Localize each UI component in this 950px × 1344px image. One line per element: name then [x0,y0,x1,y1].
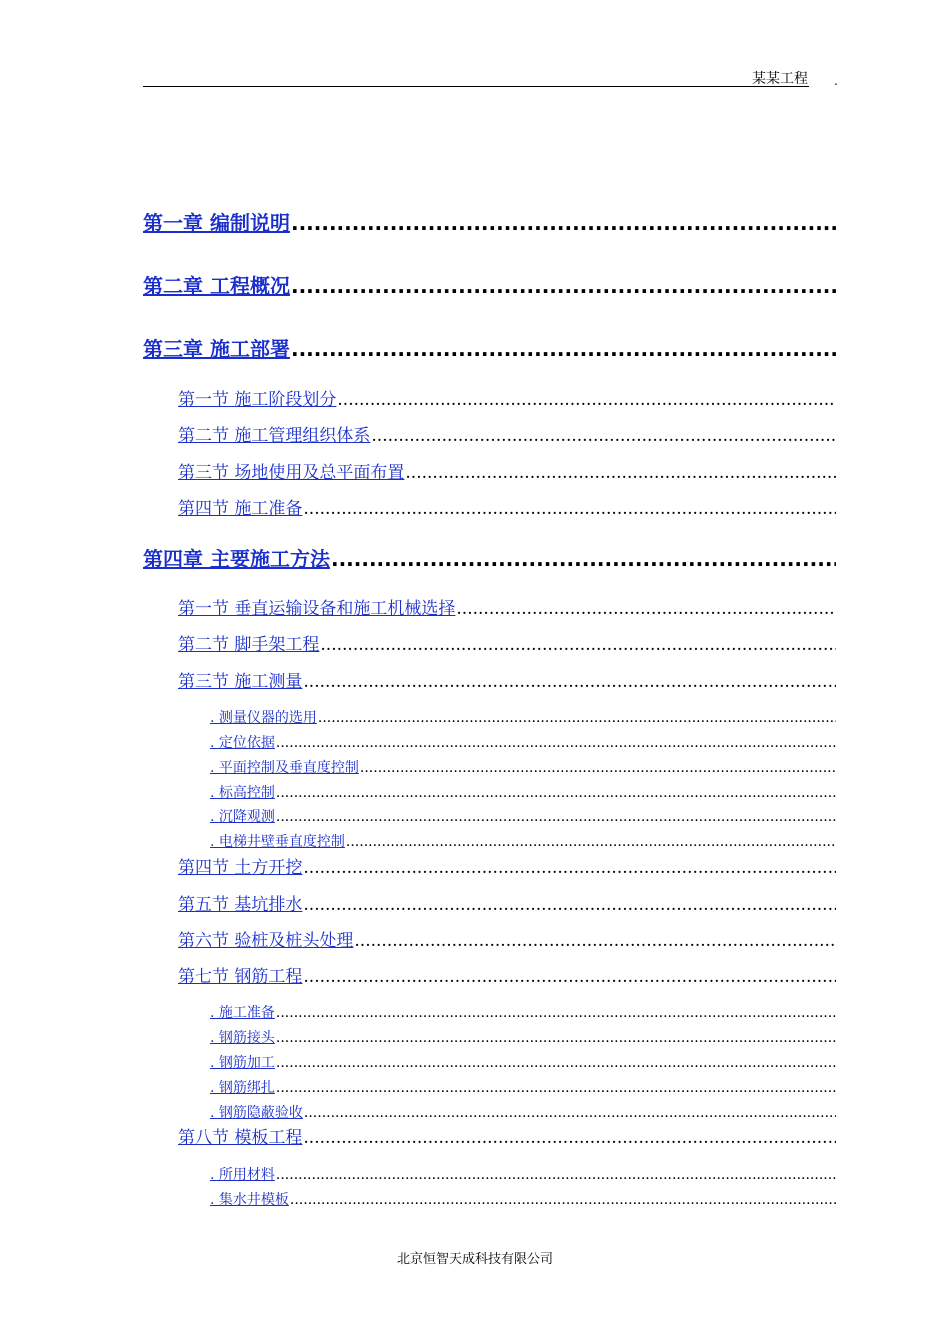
toc-entry-label: . 施工准备 [210,1005,275,1021]
toc-entry-label: 第七节 钢筋工程 [178,967,303,987]
toc-item-4-3-2[interactable] [210,734,836,752]
header-title: 某某工程 [752,71,808,87]
toc-item-4-7-5[interactable] [210,1104,836,1122]
toc-entry-label: . 所用材料 [210,1167,275,1183]
toc-entry-label: 第一节 垂直运输设备和施工机械选择 [178,599,456,619]
toc-leader-dots [276,808,836,826]
toc-leader-dots [346,833,836,851]
toc-section-3-1[interactable] [178,389,836,411]
toc-leader-dots [303,671,836,693]
toc-section-4-5[interactable] [178,894,836,916]
toc-entry-label: 第三章 施工部署 [143,337,290,361]
toc-chapter-2[interactable] [143,273,836,299]
toc-item-4-7-2[interactable] [210,1029,836,1047]
toc-item-4-3-1[interactable] [210,709,836,727]
toc-entry-label: 第三节 场地使用及总平面布置 [178,463,405,483]
toc-leader-dots [354,930,836,952]
toc-item-4-7-1[interactable] [210,1004,836,1022]
toc-leader-dots [276,1054,836,1072]
toc-leader-dots [291,336,836,362]
toc-entry-label: 第五节 基坑排水 [178,895,303,915]
toc-item-4-8-1[interactable] [210,1166,836,1184]
toc-section-4-4[interactable] [178,857,836,879]
toc-section-4-7[interactable] [178,966,836,988]
toc-leader-dots [290,1191,836,1209]
toc-leader-dots [303,894,836,916]
footer-company: 北京恒智天成科技有限公司 [396,1252,553,1267]
toc-leader-dots [276,1079,836,1097]
toc-leader-dots [405,462,836,484]
toc-leader-dots [276,784,836,802]
toc-entry-label: 第四节 土方开挖 [178,858,303,878]
toc-item-4-7-4[interactable] [210,1079,836,1097]
toc-item-4-3-5[interactable] [210,808,836,826]
toc-section-4-6[interactable] [178,930,836,952]
toc-leader-dots [456,598,836,620]
toc-leader-dots [276,734,836,752]
toc-entry-label: . 钢筋绑扎 [210,1080,275,1096]
toc-item-4-8-2[interactable] [210,1191,836,1209]
toc-entry-label: . 沉降观测 [210,809,275,825]
toc-entry-label: 第二节 施工管理组织体系 [178,426,371,446]
toc-entry-label: . 钢筋隐蔽验收 [210,1105,303,1121]
toc-leader-dots [337,389,836,411]
toc-chapter-4[interactable] [143,546,836,572]
toc-leader-dots [360,759,836,777]
toc-entry-label: 第二节 脚手架工程 [178,635,320,655]
toc-leader-dots [291,210,836,236]
toc-leader-dots [303,966,836,988]
toc-leader-dots [371,425,836,447]
toc-chapter-3[interactable] [143,336,836,362]
toc-section-3-4[interactable] [178,498,836,520]
toc-entry-label: 第八节 模板工程 [178,1128,303,1148]
toc-entry-label: 第一节 施工阶段划分 [178,390,337,410]
toc-section-4-1[interactable] [178,598,836,620]
toc-leader-dots [276,1029,836,1047]
toc-leader-dots [291,273,836,299]
toc-leader-dots [331,546,836,572]
toc-entry-label: 第一章 编制说明 [143,211,290,235]
toc-entry-label: . 平面控制及垂直度控制 [210,760,359,776]
toc-item-4-3-4[interactable] [210,784,836,802]
toc-leader-dots [303,1127,836,1149]
toc-section-3-2[interactable] [178,425,836,447]
toc-entry-label: 第六节 验桩及桩头处理 [178,931,354,951]
toc-leader-dots [318,709,836,727]
toc-section-4-2[interactable] [178,634,836,656]
toc-leader-dots [276,1166,836,1184]
toc-item-4-3-6[interactable] [210,833,836,851]
toc-section-3-3[interactable] [178,462,836,484]
toc-leader-dots [303,857,836,879]
toc-leader-dots [276,1004,836,1022]
toc-entry-label: . 定位依据 [210,735,275,751]
toc-entry-label: . 集水井模板 [210,1192,289,1208]
toc-leader-dots [320,634,836,656]
toc-entry-label: . 钢筋加工 [210,1055,275,1071]
toc-entry-label: . 钢筋接头 [210,1030,275,1046]
toc-leader-dots [304,1104,836,1122]
toc-entry-label: 第四章 主要施工方法 [143,547,330,571]
toc-leader-dots [303,498,836,520]
toc-entry-label: 第二章 工程概况 [143,274,290,298]
toc-entry-label: . 测量仪器的选用 [210,710,317,726]
toc-chapter-1[interactable] [143,210,836,236]
toc-entry-label: . 电梯井壁垂直度控制 [210,834,345,850]
toc-entry-label: 第四节 施工准备 [178,499,303,519]
header-dot: . [834,74,838,88]
toc-entry-label: 第三节 施工测量 [178,672,303,692]
toc-entry-label: . 标高控制 [210,785,275,801]
toc-section-4-8[interactable] [178,1127,836,1149]
toc-section-4-3[interactable] [178,671,836,693]
toc-item-4-7-3[interactable] [210,1054,836,1072]
toc-item-4-3-3[interactable] [210,759,836,777]
